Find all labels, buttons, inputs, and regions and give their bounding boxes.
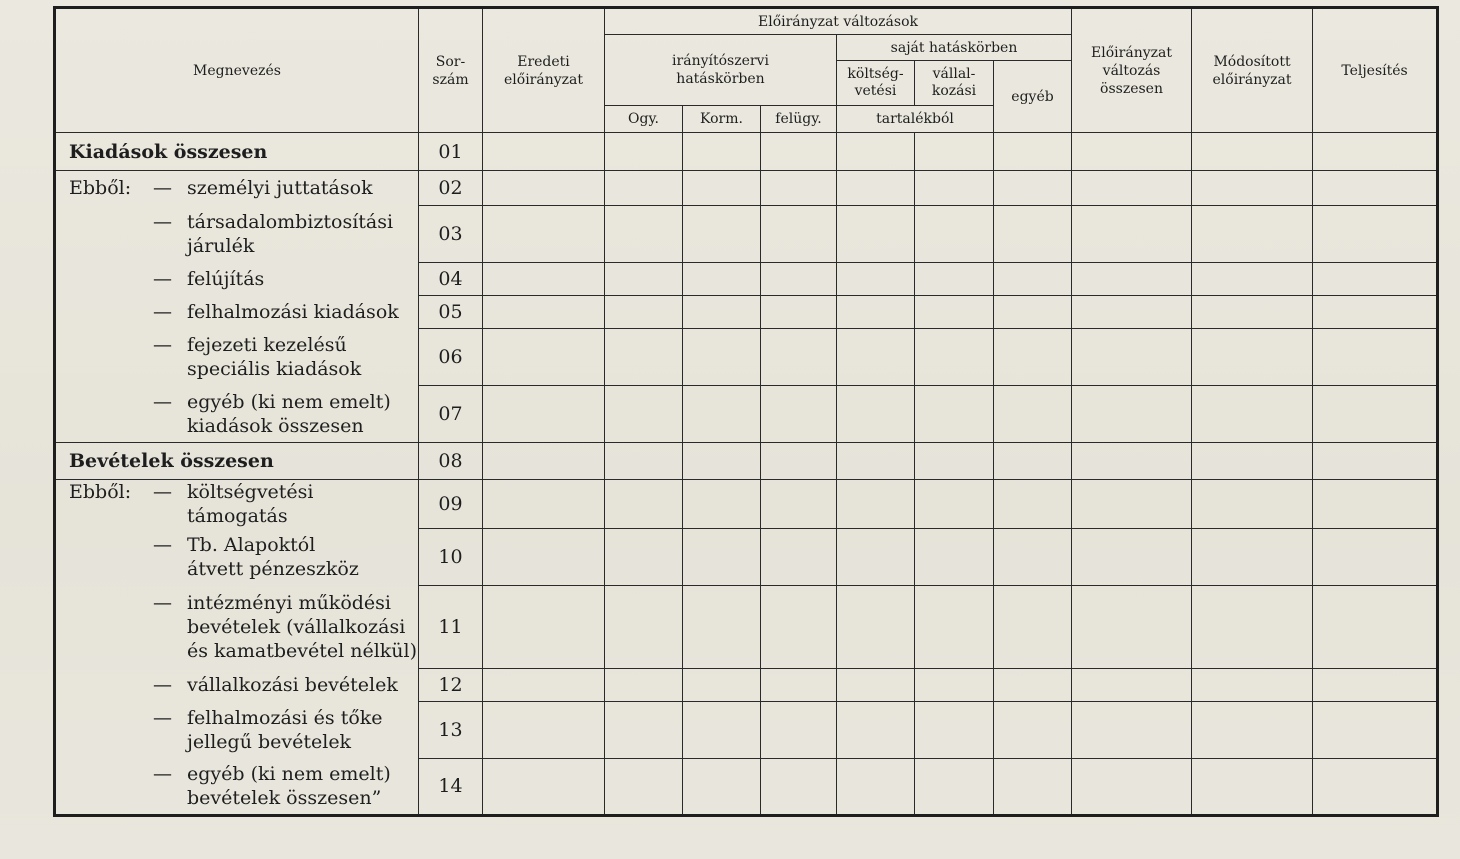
col-header-koltsegvetesi: költség- vetési (837, 61, 915, 106)
table-row (55, 585, 1438, 668)
table-row (55, 668, 1438, 701)
row-label: — felújítás (55, 263, 419, 296)
col-header-eloiranyzat-valtozasok: Előirányzat változások (605, 8, 1072, 35)
table-row (55, 701, 1438, 758)
row-number: 02 (419, 171, 483, 206)
row-number: 12 (419, 668, 483, 701)
col-header-megnevezes: Megnevezés (55, 8, 419, 133)
col-header-sorszam: Sor- szám (419, 8, 483, 133)
row-label: — Tb. Alapoktól átvett pénzeszköz (55, 528, 419, 585)
row-label: — felhalmozási és tőke jellegű bevételek (55, 701, 419, 758)
header-row-1 (55, 8, 1438, 35)
row-label: — vállalkozási bevételek (55, 668, 419, 701)
row-label: — társadalombiztosítási járulék (55, 206, 419, 263)
col-header-modositott: Módosított előirányzat (1192, 8, 1313, 133)
table-row (55, 480, 1438, 529)
table-row (55, 758, 1438, 815)
table-row (55, 171, 1438, 206)
row-number: 09 (419, 480, 483, 529)
row-number: 07 (419, 386, 483, 443)
row-label: Ebből: — költségvetési támogatás (55, 480, 419, 529)
row-number: 14 (419, 758, 483, 815)
col-header-ogy: Ogy. (605, 106, 683, 133)
col-header-iranyitoszervi: irányítószervi hatáskörben (605, 35, 837, 106)
row-number: 11 (419, 585, 483, 668)
col-header-sajat-hataskorben: saját hatáskörben (837, 35, 1072, 61)
row-label: — intézményi működési bevételek (vállalkozási és kamatbevétel nélkül) (55, 585, 419, 668)
row-label: — egyéb (ki nem emelt) bevételek összesen” (55, 758, 419, 815)
col-header-felugy: felügy. (761, 106, 837, 133)
col-header-korm: Korm. (683, 106, 761, 133)
row-number: 03 (419, 206, 483, 263)
table-row (55, 528, 1438, 585)
col-header-teljesites: Teljesítés (1313, 8, 1438, 133)
table-row (55, 329, 1438, 386)
row-label: Bevételek összesen (55, 443, 419, 480)
row-label: Ebből: — személyi juttatások (55, 171, 419, 206)
row-number: 05 (419, 296, 483, 329)
row-number: 04 (419, 263, 483, 296)
row-number: 13 (419, 701, 483, 758)
row-number: 06 (419, 329, 483, 386)
table-row (55, 206, 1438, 263)
budget-form-table (53, 6, 1439, 817)
table-row (55, 263, 1438, 296)
row-label: Kiadások összesen (55, 133, 419, 171)
row-number: 08 (419, 443, 483, 480)
row-number: 01 (419, 133, 483, 171)
col-header-valtozas-osszesen: Előirányzat változás összesen (1072, 8, 1192, 133)
row-label: — fejezeti kezelésű speciális kiadások (55, 329, 419, 386)
col-header-vallalkozasi: vállal- kozási (915, 61, 994, 106)
row-number: 10 (419, 528, 483, 585)
row-label: — egyéb (ki nem emelt) kiadások összesen (55, 386, 419, 443)
table-row (55, 386, 1438, 443)
table-row (55, 443, 1438, 480)
table-row (55, 133, 1438, 171)
table-row (55, 296, 1438, 329)
col-header-egyeb: egyéb (994, 61, 1072, 133)
col-header-eredeti: Eredeti előirányzat (483, 8, 605, 133)
col-header-tartalekbol: tartalékból (837, 106, 994, 133)
row-label: — felhalmozási kiadások (55, 296, 419, 329)
